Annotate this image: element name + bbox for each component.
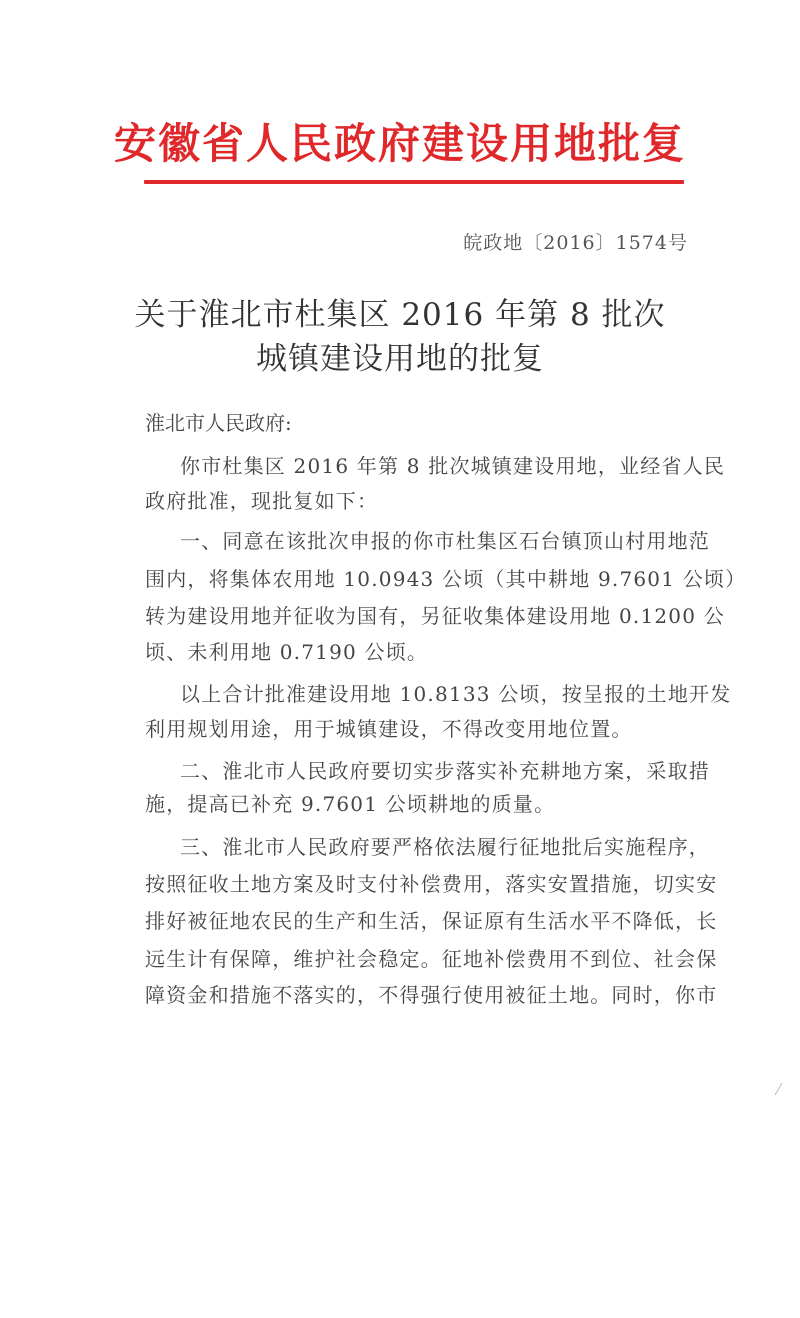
document-number: 皖政地〔2016〕1574号 (463, 232, 688, 254)
body-line: 政府批准，现批复如下： (145, 489, 379, 513)
body-line: 围内，将集体农用地 10.0943 公顷（其中耕地 9.7601 公顷） (145, 567, 747, 591)
body-line: 利用规划用途，用于城镇建设，不得改变用地位置。 (145, 717, 633, 741)
body-line: 远生计有保障，维护社会稳定。征地补偿费用不到位、社会保 (145, 947, 718, 971)
body-line: 障资金和措施不落实的，不得强行使用被征土地。同时，你市 (145, 983, 718, 1007)
body-line: 三、淮北市人民政府要严格依法履行征地批后实施程序， (180, 835, 710, 859)
document-title-line-1: 关于淮北市杜集区 2016 年第 8 批次 (134, 297, 666, 333)
body-line: 按照征收土地方案及时支付补偿费用，落实安置措施，切实安 (145, 872, 718, 896)
body-line: 以上合计批准建设用地 10.8133 公顷，按呈报的土地开发 (180, 682, 732, 706)
body-line: 你市杜集区 2016 年第 8 批次城镇建设用地，业经省人民 (180, 454, 726, 478)
scan-artifact-mark (775, 1083, 783, 1096)
document-title-line-2: 城镇建设用地的批复 (256, 341, 544, 377)
red-divider-rule (144, 180, 684, 184)
issuer-title: 安徽省人民政府建设用地批复 (113, 119, 686, 168)
body-line: 顷、未利用地 0.7190 公顷。 (145, 640, 429, 664)
body-line: 二、淮北市人民政府要切实步落实补充耕地方案，采取措 (180, 759, 710, 783)
body-line: 一、同意在该批次申报的你市杜集区石台镇顶山村用地范 (180, 529, 710, 553)
body-line: 施，提高已补充 9.7601 公顷耕地的质量。 (145, 792, 556, 816)
addressee: 淮北市人民政府: (145, 411, 292, 435)
body-line: 排好被征地农民的生产和生活，保证原有生活水平不降低，长 (145, 909, 718, 933)
body-line: 转为建设用地并征收为国有，另征收集体建设用地 0.1200 公 (145, 604, 725, 628)
